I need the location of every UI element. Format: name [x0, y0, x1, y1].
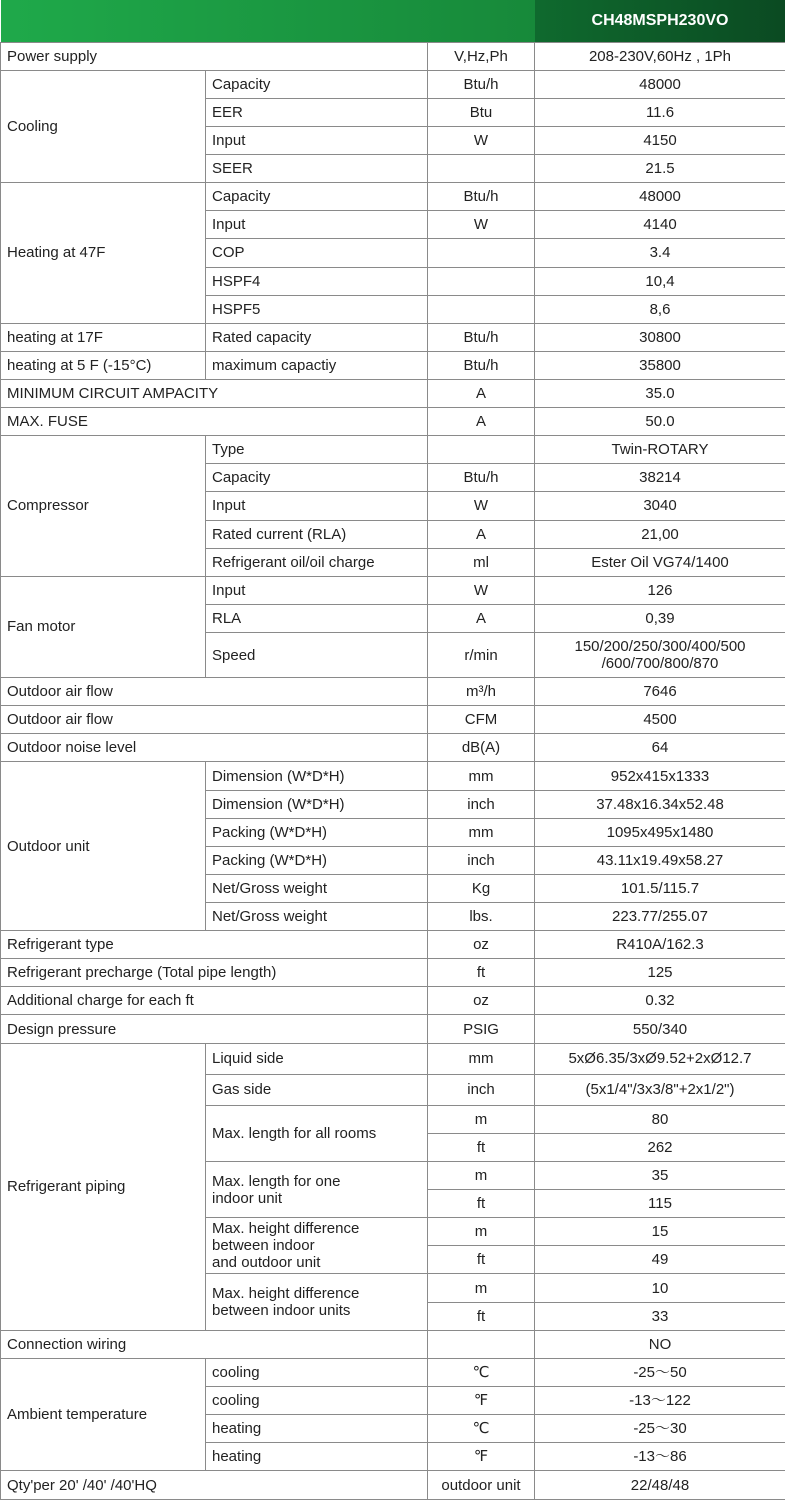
parameter-label: Dimension (W*D*H): [206, 762, 428, 790]
value-cell: 0,39: [535, 604, 785, 632]
category-label: Ambient temperature: [1, 1358, 206, 1470]
value-cell: 126: [535, 576, 785, 604]
unit-cell: Btu: [428, 98, 535, 126]
category-label: heating at 5 F (-15°C): [1, 351, 206, 379]
spec-row: [1, 183, 785, 211]
unit-cell: ℉: [428, 1386, 535, 1414]
value-cell: 30800: [535, 323, 785, 351]
unit-cell: oz: [428, 931, 535, 959]
spec-row: [1, 1015, 785, 1043]
row-label: Power supply: [1, 42, 428, 70]
value-cell: 8,6: [535, 295, 785, 323]
spec-row: [1, 1330, 785, 1358]
value-cell: 21.5: [535, 155, 785, 183]
parameter-label: Input: [206, 576, 428, 604]
unit-cell: V,Hz,Ph: [428, 42, 535, 70]
unit-cell: [428, 1330, 535, 1358]
spec-row: [1, 379, 785, 407]
parameter-label: HSPF5: [206, 295, 428, 323]
value-cell: NO: [535, 1330, 785, 1358]
value-cell: Ester Oil VG74/1400: [535, 548, 785, 576]
row-label: Qty'per 20' /40' /40'HQ: [1, 1471, 428, 1500]
unit-cell: ℃: [428, 1415, 535, 1443]
row-label: Refrigerant type: [1, 931, 428, 959]
unit-cell: m: [428, 1274, 535, 1302]
value-cell: 4140: [535, 211, 785, 239]
unit-cell: ℉: [428, 1443, 535, 1471]
parameter-label: Packing (W*D*H): [206, 846, 428, 874]
value-cell: 208-230V,60Hz , 1Ph: [535, 42, 785, 70]
spec-row: [1, 734, 785, 762]
value-cell: 101.5/115.7: [535, 874, 785, 902]
value-cell: 115: [535, 1190, 785, 1218]
spec-row: [1, 706, 785, 734]
value-cell: 35.0: [535, 379, 785, 407]
parameter-label: Input: [206, 492, 428, 520]
value-cell: 125: [535, 959, 785, 987]
spec-row: [1, 323, 785, 351]
parameter-label: heating: [206, 1443, 428, 1471]
value-cell: 22/48/48: [535, 1471, 785, 1500]
spec-row: [1, 762, 785, 790]
parameter-label: maximum capactiy: [206, 351, 428, 379]
value-cell: 21,00: [535, 520, 785, 548]
parameter-label: Rated current (RLA): [206, 520, 428, 548]
value-cell: 10,4: [535, 267, 785, 295]
value-cell: -13～122: [535, 1386, 785, 1414]
value-cell: 550/340: [535, 1015, 785, 1043]
value-cell: 0.32: [535, 987, 785, 1015]
unit-cell: Btu/h: [428, 70, 535, 98]
unit-cell: mm: [428, 762, 535, 790]
value-cell: 3.4: [535, 239, 785, 267]
parameter-label: Dimension (W*D*H): [206, 790, 428, 818]
unit-cell: lbs.: [428, 903, 535, 931]
parameter-label: Speed: [206, 632, 428, 677]
spec-row: [1, 1043, 785, 1074]
unit-cell: ft: [428, 1133, 535, 1161]
parameter-label: Net/Gross weight: [206, 874, 428, 902]
unit-cell: A: [428, 520, 535, 548]
value-cell: 262: [535, 1133, 785, 1161]
value-cell: 7646: [535, 678, 785, 706]
row-label: Design pressure: [1, 1015, 428, 1043]
category-label: Outdoor unit: [1, 762, 206, 931]
value-cell: 223.77/255.07: [535, 903, 785, 931]
value-cell: 4150: [535, 127, 785, 155]
unit-cell: ft: [428, 1190, 535, 1218]
parameter-label: cooling: [206, 1386, 428, 1414]
parameter-label: Max. height difference between indoor and outdoor unit: [206, 1218, 428, 1274]
unit-cell: [428, 436, 535, 464]
value-cell: 952x415x1333: [535, 762, 785, 790]
header-banner: [1, 0, 535, 42]
row-label: Connection wiring: [1, 1330, 428, 1358]
header-row: [1, 0, 785, 42]
value-cell: 1095x495x1480: [535, 818, 785, 846]
spec-row: [1, 1358, 785, 1386]
unit-cell: Btu/h: [428, 323, 535, 351]
parameter-label: Rated capacity: [206, 323, 428, 351]
parameter-label: Max. height difference between indoor units: [206, 1274, 428, 1330]
category-label: heating at 17F: [1, 323, 206, 351]
category-label: Heating at 47F: [1, 183, 206, 324]
unit-cell: [428, 295, 535, 323]
spec-row: [1, 436, 785, 464]
unit-cell: ft: [428, 1302, 535, 1330]
unit-cell: A: [428, 379, 535, 407]
parameter-label: Capacity: [206, 183, 428, 211]
unit-cell: W: [428, 211, 535, 239]
spec-table-body: [1, 0, 785, 1500]
value-cell: 35: [535, 1162, 785, 1190]
value-cell: -25～30: [535, 1415, 785, 1443]
value-cell: 4500: [535, 706, 785, 734]
value-cell: -25～50: [535, 1358, 785, 1386]
value-cell: 48000: [535, 183, 785, 211]
unit-cell: inch: [428, 1074, 535, 1105]
unit-cell: m³/h: [428, 678, 535, 706]
unit-cell: W: [428, 492, 535, 520]
spec-row: [1, 42, 785, 70]
row-label: MAX. FUSE: [1, 408, 428, 436]
value-cell: 35800: [535, 351, 785, 379]
parameter-label: Packing (W*D*H): [206, 818, 428, 846]
parameter-label: Input: [206, 211, 428, 239]
category-label: Cooling: [1, 70, 206, 182]
unit-cell: dB(A): [428, 734, 535, 762]
unit-cell: inch: [428, 846, 535, 874]
parameter-label: Type: [206, 436, 428, 464]
spec-row: [1, 931, 785, 959]
value-cell: 48000: [535, 70, 785, 98]
value-cell: (5x1/4"/3x3/8"+2x1/2"): [535, 1074, 785, 1105]
value-cell: 3040: [535, 492, 785, 520]
spec-row: [1, 987, 785, 1015]
model-name: CH48MSPH230VO: [535, 0, 785, 42]
unit-cell: mm: [428, 1043, 535, 1074]
value-cell: 150/200/250/300/400/500 /600/700/800/870: [535, 632, 785, 677]
spec-row: [1, 1471, 785, 1500]
value-cell: 38214: [535, 464, 785, 492]
unit-cell: Btu/h: [428, 351, 535, 379]
value-cell: R410A/162.3: [535, 931, 785, 959]
value-cell: 43.11x19.49x58.27: [535, 846, 785, 874]
parameter-label: Input: [206, 127, 428, 155]
row-label: Additional charge for each ft: [1, 987, 428, 1015]
unit-cell: [428, 239, 535, 267]
unit-cell: inch: [428, 790, 535, 818]
unit-cell: A: [428, 604, 535, 632]
row-label: Refrigerant precharge (Total pipe length): [1, 959, 428, 987]
unit-cell: W: [428, 576, 535, 604]
row-label: MINIMUM CIRCUIT AMPACITY: [1, 379, 428, 407]
parameter-label: EER: [206, 98, 428, 126]
row-label: Outdoor air flow: [1, 706, 428, 734]
unit-cell: m: [428, 1218, 535, 1246]
parameter-label: Max. length for all rooms: [206, 1105, 428, 1161]
value-cell: 10: [535, 1274, 785, 1302]
value-cell: -13～86: [535, 1443, 785, 1471]
parameter-label: Refrigerant oil/oil charge: [206, 548, 428, 576]
spec-row: [1, 959, 785, 987]
unit-cell: Btu/h: [428, 464, 535, 492]
parameter-label: RLA: [206, 604, 428, 632]
parameter-label: HSPF4: [206, 267, 428, 295]
category-label: Fan motor: [1, 576, 206, 677]
spec-row: [1, 351, 785, 379]
value-cell: Twin-ROTARY: [535, 436, 785, 464]
unit-cell: ℃: [428, 1358, 535, 1386]
parameter-label: Net/Gross weight: [206, 903, 428, 931]
spec-row: [1, 70, 785, 98]
value-cell: 37.48x16.34x52.48: [535, 790, 785, 818]
parameter-label: SEER: [206, 155, 428, 183]
unit-cell: m: [428, 1105, 535, 1133]
parameter-label: heating: [206, 1415, 428, 1443]
unit-cell: Kg: [428, 874, 535, 902]
value-cell: 5xØ6.35/3xØ9.52+2xØ12.7: [535, 1043, 785, 1074]
unit-cell: mm: [428, 818, 535, 846]
unit-cell: outdoor unit: [428, 1471, 535, 1500]
parameter-label: Capacity: [206, 70, 428, 98]
unit-cell: ft: [428, 959, 535, 987]
parameter-label: Gas side: [206, 1074, 428, 1105]
unit-cell: CFM: [428, 706, 535, 734]
unit-cell: oz: [428, 987, 535, 1015]
value-cell: 11.6: [535, 98, 785, 126]
unit-cell: m: [428, 1162, 535, 1190]
unit-cell: Btu/h: [428, 183, 535, 211]
value-cell: 64: [535, 734, 785, 762]
unit-cell: [428, 267, 535, 295]
unit-cell: [428, 155, 535, 183]
unit-cell: A: [428, 408, 535, 436]
unit-cell: W: [428, 127, 535, 155]
unit-cell: r/min: [428, 632, 535, 677]
unit-cell: PSIG: [428, 1015, 535, 1043]
spec-row: [1, 576, 785, 604]
unit-cell: ml: [428, 548, 535, 576]
value-cell: 80: [535, 1105, 785, 1133]
parameter-label: Max. length for one indoor unit: [206, 1162, 428, 1218]
category-label: Compressor: [1, 436, 206, 577]
category-label: Refrigerant piping: [1, 1043, 206, 1330]
row-label: Outdoor noise level: [1, 734, 428, 762]
unit-cell: ft: [428, 1246, 535, 1274]
spec-row: [1, 408, 785, 436]
value-cell: 50.0: [535, 408, 785, 436]
row-label: Outdoor air flow: [1, 678, 428, 706]
parameter-label: cooling: [206, 1358, 428, 1386]
value-cell: 33: [535, 1302, 785, 1330]
parameter-label: COP: [206, 239, 428, 267]
value-cell: 49: [535, 1246, 785, 1274]
spec-row: [1, 678, 785, 706]
value-cell: 15: [535, 1218, 785, 1246]
parameter-label: Liquid side: [206, 1043, 428, 1074]
parameter-label: Capacity: [206, 464, 428, 492]
